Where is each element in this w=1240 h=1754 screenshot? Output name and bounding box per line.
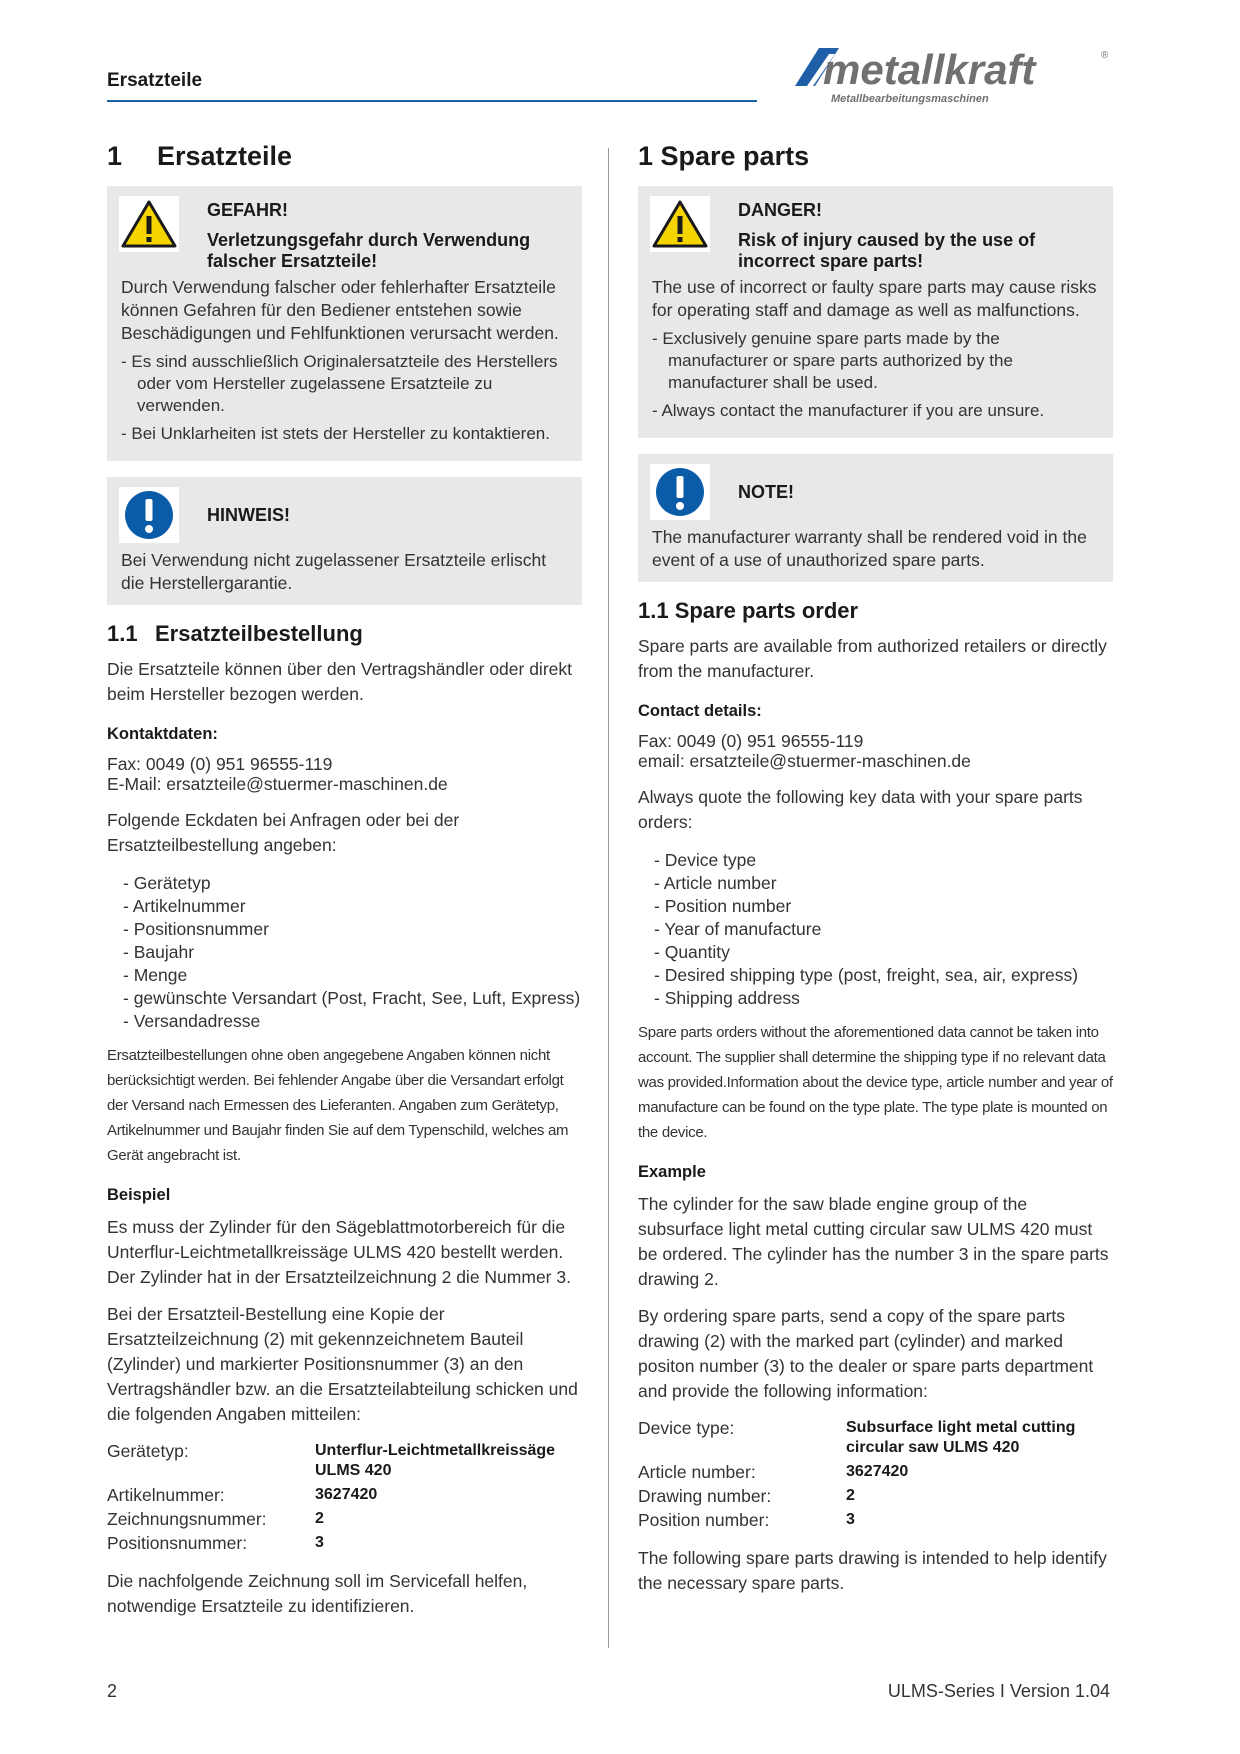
list-item: - Gerätetyp (123, 872, 582, 895)
example-paragraph-2: Bei der Ersatzteil-Bestellung eine Kopie der Ersatzteilzeichnung (2) mit gekennzeichnetem Bauteil (Zylinder) und markierter Positionsnummer (3) an den Vertragshändler bzw. an die Ersatzteilabteilung schicken und die folgenden Angaben mitteilen: (107, 1304, 578, 1424)
section-title-en: 1 Spare parts (638, 141, 810, 171)
list-item: - Year of manufacture (654, 918, 1113, 941)
example-paragraph-2: By ordering spare parts, send a copy of the spare parts drawing (2) with the marked part (cylinder) and marked positon number (3) to the dealer or spare parts department and provide the following information: (638, 1306, 1094, 1401)
list-item: - Desired shipping type (post, freight, sea, air, express) (654, 964, 1113, 987)
example-paragraph-1: Es muss der Zylinder für den Sägeblattmotorbereich für die Unterflur-Leichtmetallkreissäge ULMS 420 bestellt werden. Der Zylinder hat in der Ersatzteilzeichnung 2 die Nummer 3. (107, 1217, 571, 1287)
section-title-de: 1 Ersatzteile (107, 141, 293, 171)
list-item: - Position number (654, 895, 1113, 918)
order-notice: Ersatzteilbestellungen ohne oben angegebene Angaben können nicht berücksichtigt werden. Bei fehlender Angabe über die Versandart erfolgt der Versand nach Ermessen des Lieferanten. Angaben zum Gerätetyp, Artikelnummer und Baujahr finden Sie auf dem Typenschild, welches am Gerät angebracht ist. (107, 1047, 569, 1164)
contact-block (107, 754, 582, 794)
table-row: Positionsnummer: 3 (107, 1533, 324, 1553)
list-item: - Bei Unklarheiten ist stets der Hersteller zu kontaktieren. (121, 423, 568, 445)
page-number: 2 (107, 1681, 118, 1701)
exclamation-circle-icon (650, 464, 710, 520)
example-heading: Example (638, 1163, 706, 1181)
list-item: - Artikelnummer (123, 895, 582, 918)
list-item: - gewünschte Versandart (Post, Fracht, See, Luft, Express) (123, 987, 582, 1010)
table-row: Artikelnummer: 3627420 (107, 1485, 378, 1505)
column-divider (608, 148, 609, 1648)
list-item: - Article number (654, 872, 1113, 895)
keydata-text: Always quote the following key data with your spare parts orders: (638, 787, 1083, 832)
table-row: Zeichnungsnummer: 2 (107, 1509, 324, 1529)
danger-box-en (638, 186, 1113, 438)
warning-triangle-icon (650, 196, 710, 252)
contact-block (638, 731, 1113, 771)
contact-heading: Kontaktdaten: (107, 725, 218, 743)
danger-label: DANGER! (738, 200, 822, 220)
closing-text: Die nachfolgende Zeichnung soll im Servicefall helfen, notwendige Ersatzteile zu identifizieren. (107, 1571, 528, 1616)
danger-label: GEFAHR! (207, 200, 288, 220)
example-paragraph-1: The cylinder for the saw blade engine group of the subsurface light metal cutting circular saw ULMS 420 must be ordered. The cylinder has the number 3 in the spare parts drawing 2. (638, 1194, 1109, 1289)
list-item: - Device type (654, 849, 1113, 872)
closing-text: The following spare parts drawing is intended to help identify the necessary spare parts. (638, 1548, 1107, 1593)
danger-list (121, 351, 568, 445)
danger-text: The use of incorrect or faulty spare parts may cause risks for operating staff and damage as well as malfunctions. (652, 277, 1097, 320)
list-item: - Positionsnummer (123, 918, 582, 941)
keydata-list (654, 849, 1113, 1010)
table-row: Gerätetyp: Unterflur-Leichtmetallkreissäge ULMS 420 (107, 1441, 556, 1479)
example-heading: Beispiel (107, 1186, 171, 1204)
note-box-en (638, 454, 1113, 582)
danger-subtitle: Risk of injury caused by the use of incorrect spare parts! (738, 230, 1036, 271)
list-item: - Shipping address (654, 987, 1113, 1010)
logo-subtitle: Metallbearbeitungsmaschinen (831, 93, 989, 105)
danger-box-de (107, 186, 582, 461)
contact-heading: Contact details: (638, 702, 762, 720)
note-box-de (107, 477, 582, 605)
logo-text: metallkraft (823, 46, 1036, 93)
note-text: Bei Verwendung nicht zugelassener Ersatzteile erlischt die Herstellergarantie. (121, 550, 547, 593)
intro-text: Die Ersatzteile können über den Vertragshändler oder direkt beim Hersteller bezogen werden. (107, 659, 572, 704)
table-row: Device type: Subsurface light metal cutting circular saw ULMS 420 (638, 1418, 1076, 1456)
header-rule (107, 100, 757, 102)
email-line: email: ersatzteile@stuermer-maschinen.de (638, 751, 971, 771)
header-title: Ersatzteile (107, 70, 203, 91)
list-item: - Quantity (654, 941, 1113, 964)
spec-table (107, 1441, 582, 1557)
note-label: NOTE! (738, 482, 794, 502)
fax-line: Fax: 0049 (0) 951 96555-119 (107, 754, 333, 774)
logo-registered-mark: ® (1101, 50, 1109, 61)
version-label: ULMS-Series I Version 1.04 (887, 1681, 1110, 1701)
list-item: - Always contact the manufacturer if you are unsure. (652, 400, 1099, 422)
list-item: - Menge (123, 964, 582, 987)
keydata-text: Folgende Eckdaten bei Anfragen oder bei der Ersatzteilbestellung angeben: (107, 810, 460, 855)
danger-list (652, 328, 1099, 422)
right-column (638, 138, 1113, 1608)
subsection-title-de: 1.1 Ersatzteilbestellung (107, 621, 363, 646)
list-item: - Es sind ausschließlich Originalersatzteile des Herstellers oder vom Hersteller zugelassene Ersatzteile zu verwenden. (121, 351, 568, 417)
spec-table (638, 1418, 1113, 1534)
list-item: - Versandadresse (123, 1010, 582, 1033)
warning-triangle-icon (119, 196, 179, 252)
exclamation-circle-icon (119, 487, 179, 543)
danger-subtitle: Verletzungsgefahr durch Verwendung falscher Ersatzteile! (207, 230, 531, 271)
email-line: E-Mail: ersatzteile@stuermer-maschinen.de (107, 774, 448, 794)
table-row: Drawing number: 2 (638, 1486, 855, 1506)
note-label: HINWEIS! (207, 505, 290, 525)
table-row: Position number: 3 (638, 1510, 855, 1530)
order-notice: Spare parts orders without the aforementioned data cannot be taken into account. The supplier shall determine the shipping type if no relevant data was provided.Information about the device type, article number and year of manufacture can be found on the type plate. The type plate is mounted on the device. (638, 1024, 1113, 1141)
note-text: The manufacturer warranty shall be rendered void in the event of a use of unauthorized spare parts. (652, 527, 1087, 570)
table-row: Article number: 3627420 (638, 1462, 909, 1482)
left-column (107, 138, 582, 1631)
intro-text: Spare parts are available from authorized retailers or directly from the manufacturer. (638, 636, 1107, 681)
subsection-title-en: 1.1 Spare parts order (638, 598, 859, 623)
list-item: - Baujahr (123, 941, 582, 964)
fax-line: Fax: 0049 (0) 951 96555-119 (638, 731, 864, 751)
list-item: - Exclusively genuine spare parts made by the manufacturer or spare parts authorized by the manufacturer shall be used. (652, 328, 1099, 394)
metallkraft-logo (785, 44, 1115, 114)
danger-text: Durch Verwendung falscher oder fehlerhafter Ersatzteile können Gefahren für den Bediener entstehen sowie Beschädigungen und Fehlfunktionen verursacht werden. (121, 277, 559, 343)
keydata-list (123, 872, 582, 1033)
